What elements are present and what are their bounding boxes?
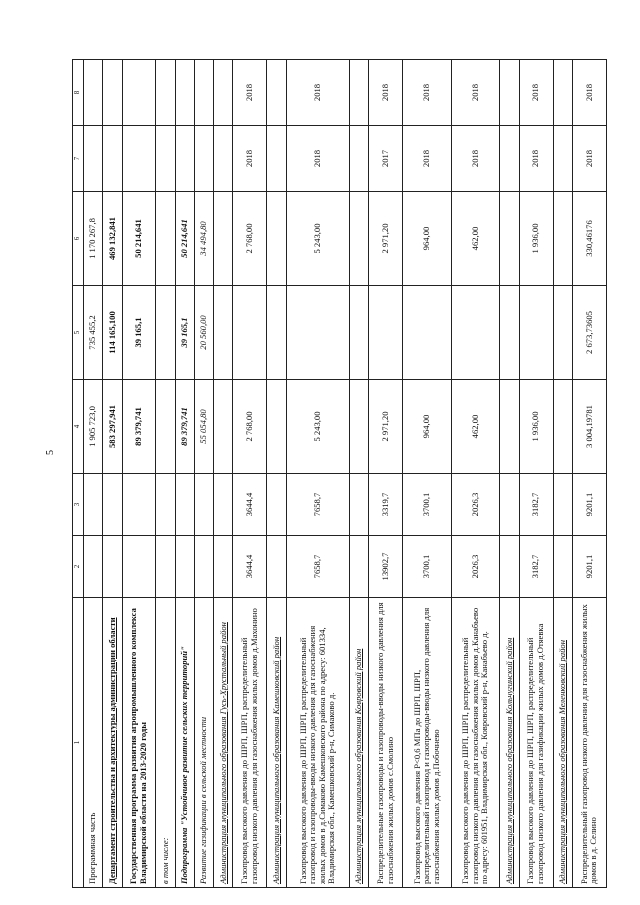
value-cell-c7 [103,126,122,192]
value-cell-c3 [194,474,213,536]
value-cell-c8 [194,60,213,126]
value-cell-c5 [369,286,403,380]
value-cell-c3 [84,474,103,536]
row-name-cell: Газопровод высокого давления до ШРП, ШРП, распределительный газопровод низкого давления для газоснабжения жилых домов д.Махонино [233,598,267,888]
value-cell-c3: 3644,4 [233,474,267,536]
row-name-cell: Государственная программа развития агропромышленного комплекса Владимирской области на 2013-2020 годы [122,598,156,888]
row-name-cell: Администрация муниципального образования Кольчугинский район [500,598,519,888]
row-name-cell: Администрация муниципального образования Камешковский район [267,598,286,888]
value-cell-c7 [349,126,368,192]
table-row [572,60,606,888]
column-number: 4 [73,380,84,474]
value-cell-c2 [214,536,233,598]
column-number: 6 [73,192,84,286]
row-name-cell: Развитие газификации в сельской местности [194,598,213,888]
value-cell-c3 [122,474,156,536]
value-cell-c5 [156,286,175,380]
row-name-cell: Администрация муниципального образования Гусь-Хрустальный район [214,598,233,888]
value-cell-c2 [267,536,286,598]
table-row [519,60,553,888]
value-cell-c4: 5 243,00 [286,380,349,474]
value-cell-c5 [403,286,452,380]
value-cell-c6: 50 214,641 [122,192,156,286]
table-row [156,60,175,888]
value-cell-c3: 2026,3 [451,474,500,536]
value-cell-c4 [156,380,175,474]
value-cell-c5 [233,286,267,380]
table-row [286,60,349,888]
value-cell-c7 [122,126,156,192]
program-table [72,59,607,888]
row-name-cell: в том числе: [156,598,175,888]
value-cell-c6 [267,192,286,286]
value-cell-c6: 5 243,00 [286,192,349,286]
column-number: 2 [73,536,84,598]
value-cell-c2 [500,536,519,598]
value-cell-c4: 55 054,80 [194,380,213,474]
table-row [451,60,500,888]
value-cell-c3: 9201,1 [572,474,606,536]
value-cell-c4: 2 971,20 [369,380,403,474]
value-cell-c8: 2018 [572,60,606,126]
value-cell-c7 [214,126,233,192]
value-cell-c5 [553,286,572,380]
value-cell-c6 [156,192,175,286]
value-cell-c6: 2 971,20 [369,192,403,286]
value-cell-c7 [500,126,519,192]
value-cell-c8 [84,60,103,126]
value-cell-c3: 3700,1 [403,474,452,536]
value-cell-c6: 964,00 [403,192,452,286]
value-cell-c8 [500,60,519,126]
value-cell-c6: 2 768,00 [233,192,267,286]
row-name-cell: Газопровод высокого давления до ШРП, ШРП, распределительный газопровод низкого давления для газификации жилых домов д.Отяевка [519,598,553,888]
value-cell-c4 [214,380,233,474]
value-cell-c4: 2 768,00 [233,380,267,474]
value-cell-c7: 2018 [403,126,452,192]
value-cell-c3 [156,474,175,536]
row-name-cell: Газопровод высокого давления до ШРП, ШРП, распределительный газопровод низкого давления для газоснабжения жилых домов д.Канабьево по адресу: 601951, Владимирская обл., Ковровский р-н, Канабьево д. [451,598,500,888]
table-row [194,60,213,888]
value-cell-c7 [84,126,103,192]
value-cell-c6 [349,192,368,286]
value-cell-c5 [500,286,519,380]
value-cell-c5 [519,286,553,380]
value-cell-c2: 3644,4 [233,536,267,598]
value-cell-c8 [267,60,286,126]
value-cell-c3 [214,474,233,536]
table-row [267,60,286,888]
value-cell-c5: 735 455,2 [84,286,103,380]
value-cell-c6: 330,46176 [572,192,606,286]
value-cell-c3 [349,474,368,536]
value-cell-c2 [175,536,194,598]
value-cell-c7: 2018 [451,126,500,192]
value-cell-c4: 1 936,00 [519,380,553,474]
value-cell-c5 [286,286,349,380]
value-cell-c7 [175,126,194,192]
value-cell-c7 [553,126,572,192]
value-cell-c6: 469 132,841 [103,192,122,286]
value-cell-c6: 462,00 [451,192,500,286]
column-number: 8 [73,60,84,126]
table-row [122,60,156,888]
value-cell-c2 [122,536,156,598]
value-cell-c2 [553,536,572,598]
value-cell-c2: 3182,7 [519,536,553,598]
value-cell-c8 [156,60,175,126]
value-cell-c5: 114 165,100 [103,286,122,380]
row-name-cell: Администрация муниципального образования Меленковский район [553,598,572,888]
value-cell-c6 [553,192,572,286]
value-cell-c5: 39 165,1 [175,286,194,380]
value-cell-c4 [267,380,286,474]
value-cell-c3: 7658,7 [286,474,349,536]
value-cell-c8 [553,60,572,126]
value-cell-c7: 2017 [369,126,403,192]
value-cell-c8: 2018 [286,60,349,126]
value-cell-c6: 50 214,641 [175,192,194,286]
row-name-cell: Газопровод высокого давления до ШРП, ШРП, распределительный газопровод и газопроводы-вводы низкого давления для газоснабжения жилых домов в д.Симаково Камешковского района по адресу: 601334, Владимирская обл., Камешковский р-н, Симаково д. [286,598,349,888]
column-number: 7 [73,126,84,192]
value-cell-c4: 462,00 [451,380,500,474]
value-cell-c6: 34 494,80 [194,192,213,286]
value-cell-c2 [84,536,103,598]
value-cell-c8: 2018 [519,60,553,126]
table-row [103,60,122,888]
value-cell-c2: 7658,7 [286,536,349,598]
value-cell-c5 [349,286,368,380]
value-cell-c4 [553,380,572,474]
value-cell-c4: 1 905 723,0 [84,380,103,474]
value-cell-c4: 964,00 [403,380,452,474]
value-cell-c4: 3 004,19781 [572,380,606,474]
value-cell-c3: 3319,7 [369,474,403,536]
value-cell-c8 [103,60,122,126]
row-name-cell: Департамент строительства и архитектуры администрации области [103,598,122,888]
value-cell-c5 [214,286,233,380]
value-cell-c7 [267,126,286,192]
value-cell-c2: 9201,1 [572,536,606,598]
value-cell-c8: 2018 [403,60,452,126]
value-cell-c3 [500,474,519,536]
column-number-row [73,60,84,888]
value-cell-c8 [122,60,156,126]
value-cell-c3 [553,474,572,536]
value-cell-c2: 13902,7 [369,536,403,598]
value-cell-c8: 2018 [233,60,267,126]
value-cell-c4: 89 379,741 [175,380,194,474]
value-cell-c6: 1 936,00 [519,192,553,286]
value-cell-c7: 2018 [572,126,606,192]
value-cell-c4 [500,380,519,474]
row-name-cell: Подпрограмма "Устойчивое развитие сельских территорий" [175,598,194,888]
value-cell-c2: 2026,3 [451,536,500,598]
value-cell-c3 [103,474,122,536]
value-cell-c6: 1 170 267,8 [84,192,103,286]
row-name-cell: Газопровод высокого давления Р<0,6 МПа до ШРП, ШРП, распределительный газопровод и газопроводы-вводы низкого давления для газоснабжения жилых домов д.Побочнево [403,598,452,888]
value-cell-c8: 2018 [451,60,500,126]
value-cell-c8 [214,60,233,126]
rotated-table-wrapper [72,60,607,888]
value-cell-c5: 39 165,1 [122,286,156,380]
value-cell-c5 [451,286,500,380]
value-cell-c3 [175,474,194,536]
value-cell-c4 [349,380,368,474]
value-cell-c2: 3700,1 [403,536,452,598]
column-number: 5 [73,286,84,380]
column-number: 1 [73,598,84,888]
value-cell-c8: 2018 [369,60,403,126]
value-cell-c3 [267,474,286,536]
row-name-cell: Распределительный газопровод низкого давления для газоснабжения жилых домов в д. Селино [572,598,606,888]
row-name-cell: Администрация муниципального образования Ковровский район [349,598,368,888]
table-row [369,60,403,888]
table-row [553,60,572,888]
value-cell-c2 [194,536,213,598]
value-cell-c2 [103,536,122,598]
row-name-cell: Распределительные газопроводы и газопроводы-вводы низкого давления для газоснабжения жилых домов с.Смолино [369,598,403,888]
value-cell-c8 [175,60,194,126]
table-row [500,60,519,888]
table-row [349,60,368,888]
value-cell-c5 [267,286,286,380]
value-cell-c4: 583 297,941 [103,380,122,474]
table-row [233,60,267,888]
value-cell-c7: 2018 [286,126,349,192]
table-row [214,60,233,888]
column-number: 3 [73,474,84,536]
table-row [84,60,103,888]
value-cell-c7: 2018 [233,126,267,192]
value-cell-c5: 20 560,00 [194,286,213,380]
value-cell-c3: 3182,7 [519,474,553,536]
value-cell-c6 [500,192,519,286]
value-cell-c5: 2 673,73605 [572,286,606,380]
value-cell-c2 [156,536,175,598]
value-cell-c2 [349,536,368,598]
value-cell-c8 [349,60,368,126]
row-name-cell: Программная часть [84,598,103,888]
value-cell-c4: 89 379,741 [122,380,156,474]
value-cell-c7 [156,126,175,192]
value-cell-c7 [194,126,213,192]
table-row [403,60,452,888]
table-row [175,60,194,888]
page-number: 5 [45,450,56,455]
value-cell-c7: 2018 [519,126,553,192]
value-cell-c6 [214,192,233,286]
